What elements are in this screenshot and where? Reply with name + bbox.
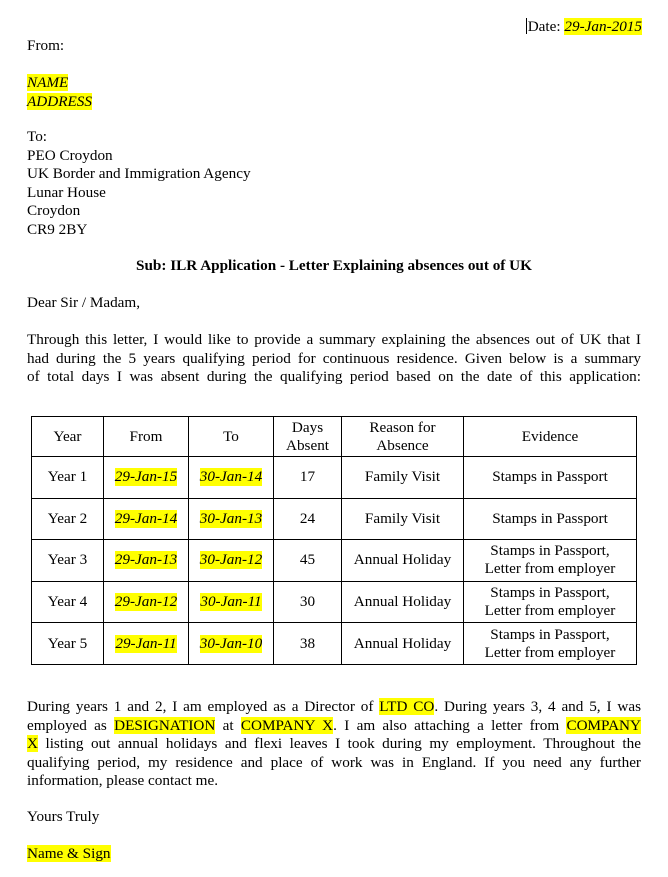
company-highlight: COMPANY X [240,716,334,734]
header-to: To [189,417,274,457]
date-value: 29-Jan-2015 [564,18,642,35]
paragraph-line: qualifying period, my residence and place of work was in England. If you need any further [27,753,641,771]
recipient-line: CR9 2BY [27,220,88,238]
paragraph-line: During years 1 and 2, I am employed as a Director of LTD CO. During years 3, 4 and 5, I was [27,698,641,715]
cell-from: 29-Jan-11 [104,623,189,665]
cell-to: 30-Jan-10 [189,623,274,665]
signature-line [27,845,111,863]
recipient-line: Croydon [27,202,81,220]
cell-reason: Family Visit [342,498,464,540]
header-days-absent: Days Absent [274,417,342,457]
header-reason: Reason for Absence [342,417,464,457]
cell-year: Year 3 [32,540,104,582]
cell-evidence: Stamps in Passport [464,498,637,540]
cell-year: Year 5 [32,623,104,665]
sender-address: ADDRESS [27,92,92,110]
cell-days: 30 [274,581,342,623]
absences-table [31,416,637,665]
recipient-line: PEO Croydon [27,146,113,164]
paragraph-line: employed as DESIGNATION at COMPANY X. I am also attaching a letter from COMPANY [27,716,641,734]
table-row [32,498,637,540]
header-from: From [104,417,189,457]
cell-year: Year 4 [32,581,104,623]
cell-days: 45 [274,540,342,582]
table-row [32,623,637,665]
table-row [32,457,637,499]
paragraph-line: of total days I was absent during the qualifying period based on the date of this application: [27,368,641,386]
company-highlight: X [27,735,38,753]
cell-year: Year 1 [32,457,104,499]
cell-from: 29-Jan-14 [104,498,189,540]
cell-from: 29-Jan-12 [104,581,189,623]
cell-from: 29-Jan-13 [104,540,189,582]
cell-to: 30-Jan-14 [189,457,274,499]
to-block [27,128,251,240]
recipient-line: UK Border and Immigration Agency [27,165,251,183]
paragraph-line: X listing out annual holidays and flexi leaves I took during my employment. Throughout the [27,735,641,753]
table-header-row [32,417,637,457]
table-row [32,540,637,582]
date-line [526,18,642,36]
cell-days: 17 [274,457,342,499]
cell-to: 30-Jan-11 [189,581,274,623]
cell-evidence: Stamps in Passport, Letter from employer [464,540,637,582]
salutation: Dear Sir / Madam, [27,294,141,311]
cell-reason: Annual Holiday [342,623,464,665]
sender-name: NAME [27,74,69,92]
cell-to: 30-Jan-13 [189,498,274,540]
cell-reason: Annual Holiday [342,540,464,582]
cell-from: 29-Jan-15 [104,457,189,499]
cell-evidence: Stamps in Passport, Letter from employer [464,623,637,665]
recipient-line: Lunar House [27,183,106,201]
to-label: To: [27,128,48,145]
closing: Yours Truly [27,808,100,825]
cell-reason: Family Visit [342,457,464,499]
intro-paragraph [27,331,641,387]
signature: Name & Sign [27,845,111,862]
employment-paragraph [27,698,641,791]
paragraph-line: information, please contact me. [27,772,219,790]
paragraph-line: Through this letter, I would like to provide a summary explaining the absences out of UK that I [27,331,641,348]
designation-highlight: DESIGNATION [114,716,216,734]
cell-reason: Annual Holiday [342,581,464,623]
text-cursor [526,18,527,34]
header-evidence: Evidence [464,417,637,457]
company-highlight: LTD CO [379,698,435,715]
cell-evidence: Stamps in Passport [464,457,637,499]
cell-to: 30-Jan-12 [189,540,274,582]
table-row [32,581,637,623]
header-year: Year [32,417,104,457]
cell-days: 24 [274,498,342,540]
from-block [27,37,92,111]
company-highlight: COMPANY [566,716,641,734]
from-label: From: [27,37,65,54]
subject-line: Sub: ILR Application - Letter Explaining absences out of UK [136,257,532,274]
cell-evidence: Stamps in Passport, Letter from employer [464,581,637,623]
cell-days: 38 [274,623,342,665]
date-label: Date: [527,18,565,35]
cell-year: Year 2 [32,498,104,540]
paragraph-line: had during the 5 years qualifying period for continuous residence. Given below is a summary [27,349,641,367]
